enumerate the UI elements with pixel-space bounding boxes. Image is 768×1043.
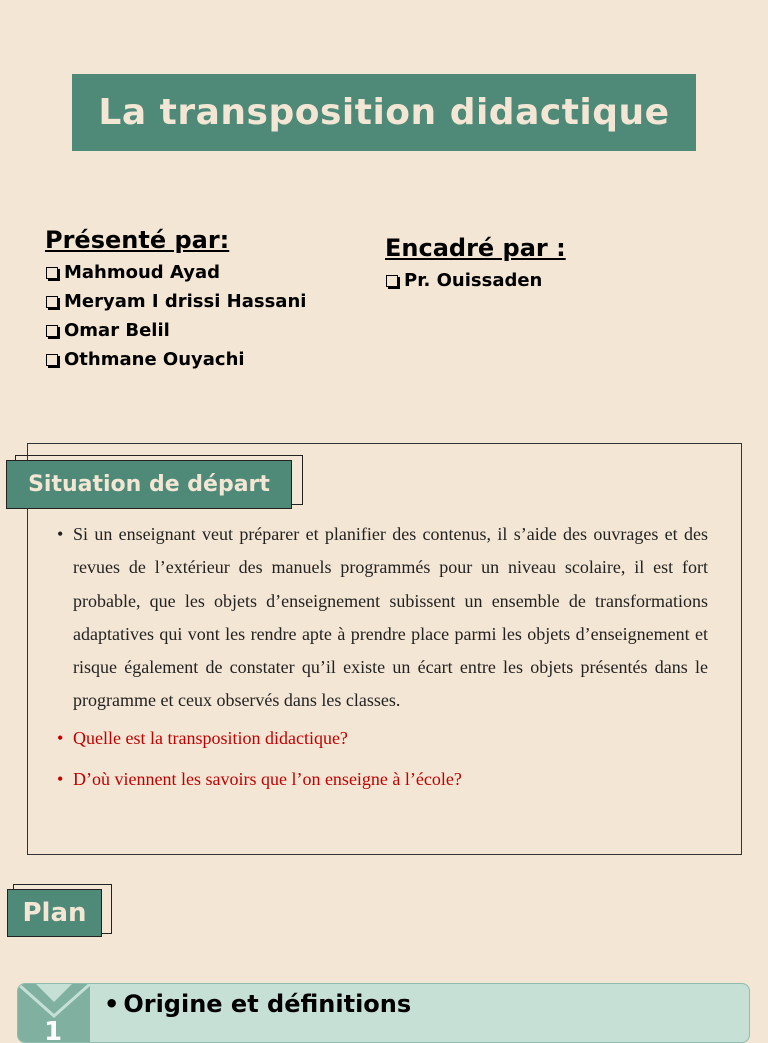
presented-by-section [45,226,306,374]
checkbox-icon [46,325,58,337]
plan-item [17,983,750,1043]
supervisor-list [385,266,566,295]
list-item: Othmane Ouyachi [45,345,306,374]
checkbox-icon [46,267,58,279]
supervised-by-section [385,234,566,295]
plan-item-label: • Origine et définitions [104,990,412,1018]
list-item: Pr. Ouissaden [385,266,566,295]
supervised-by-heading: Encadré par : [385,234,566,262]
presenter-list [45,258,306,374]
checkbox-icon [386,275,398,287]
plan-item-number: 1 [44,1017,63,1043]
list-item: Omar Belil [45,316,306,345]
plan-heading: Plan [7,889,102,937]
situation-heading: Situation de départ [6,460,292,509]
presented-by-heading: Présenté par: [45,226,230,254]
bullet-icon: • [57,768,64,789]
checkbox-icon [46,296,58,308]
list-item: Meryam I drissi Hassani [45,287,306,316]
bullet-icon: • [57,727,64,748]
checkbox-icon [46,354,58,366]
chevron-arrow-icon [18,984,90,1043]
bullet-icon: • [57,524,64,544]
page-title: La transposition didactique [72,74,696,151]
situation-paragraph: • Si un enseignant veut préparer et planifier des contenus, il s’aide des ouvrages et des revues de l’extérieur des manuels programmés pour un niveau scolaire, il est fort probable, que les objets d’enseignement subissent un ensemble de transformations adaptatives qui vont les rendre apte à prendre place parmi les objets d’enseignement et risque également de constater qu’il existe un écart entre les objets présentés dans le programme et ceux observés dans les classes. [73,518,708,718]
list-item: Mahmoud Ayad [45,258,306,287]
question-item: • Quelle est la transposition didactique? [73,724,708,753]
bullet-icon: • [104,990,120,1018]
question-item: • D’où viennent les savoirs que l’on enseigne à l’école? [73,765,708,794]
situation-bullets [57,518,708,806]
